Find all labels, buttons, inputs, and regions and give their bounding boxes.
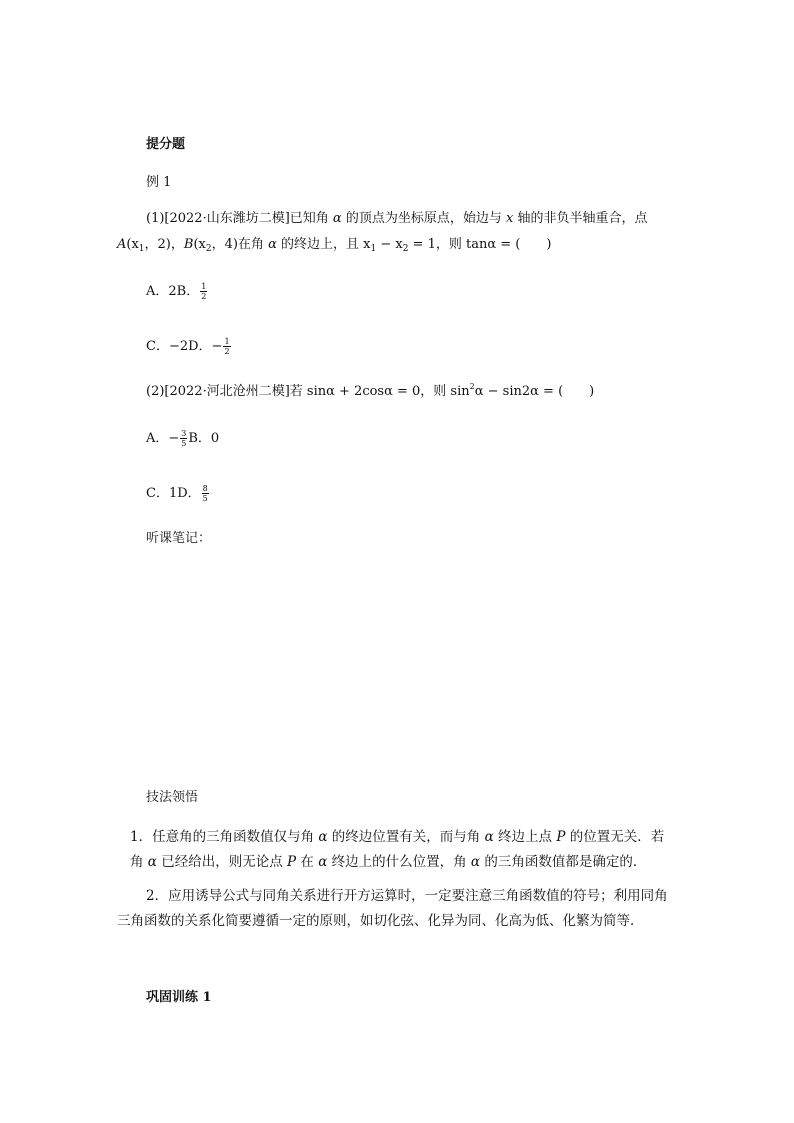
- fraction-denominator: 2: [201, 292, 207, 301]
- q1-text-3: 轴的非负半轴重合，点: [513, 211, 648, 226]
- point-p-label: P: [556, 829, 566, 845]
- tip1-text-d: 的位置无关．若: [565, 829, 665, 845]
- tip1-line1: [130, 829, 664, 845]
- q2-options-ab: [146, 429, 219, 448]
- alpha-symbol: α: [470, 854, 481, 870]
- q1-text-5: − x: [376, 237, 403, 252]
- q1-options-ab: [146, 282, 208, 301]
- fraction: [180, 429, 187, 448]
- fraction-denominator: 5: [181, 439, 187, 448]
- q1-text-2: 的顶点为坐标原点，始边与: [341, 211, 506, 226]
- q1-text-4: 的终边上，且 x: [276, 237, 371, 252]
- q1-text-6: = 1，则 tanα = ( ): [408, 237, 552, 252]
- tip1-text-c: 终边上点: [493, 829, 557, 845]
- tip2-line2: 三角函数的关系化简要遵循一定的原则，如切化弦、化异为同、化高为低、化繁为简等．: [117, 913, 644, 929]
- tip1-line2: [130, 854, 646, 870]
- q2-options-cd: [146, 484, 210, 503]
- tip1-text-a: 1．任意角的三角函数值仅与角: [130, 829, 319, 845]
- q1-text-1: (1)[2022·山东潍坊二模]已知角: [146, 211, 333, 226]
- q2-option-cd-text: C．1D．: [146, 486, 201, 501]
- alpha-symbol: α: [268, 237, 277, 252]
- superscript-2: 2: [469, 382, 475, 391]
- point-b-coord-pre: (x: [193, 237, 206, 252]
- alpha-symbol: α: [484, 829, 494, 845]
- q2-text-2: α − sin2α = ( ): [474, 384, 595, 399]
- heading-tifenti: 提分题: [146, 137, 186, 152]
- fraction: [200, 282, 207, 301]
- subscript-2: 2: [402, 244, 409, 254]
- q1-options-cd: [146, 337, 232, 356]
- tip1-text-i: 的三角函数值都是确定的．: [480, 854, 647, 870]
- point-a-coord-pre: (x: [126, 237, 139, 252]
- fraction: [223, 337, 230, 356]
- tip1-text-e: 角: [130, 854, 148, 870]
- subscript-1: 1: [370, 244, 377, 254]
- q1-option-ab-text: A．2B．: [146, 284, 200, 299]
- q1-option-cd-text: C．−2D．−: [146, 339, 223, 354]
- point-b-coord-post: ，4)在角: [211, 237, 269, 252]
- fraction: [202, 484, 209, 503]
- fraction-numerator: 1: [201, 282, 207, 291]
- alpha-symbol: α: [318, 829, 328, 845]
- q2-option-b-text: B．0: [188, 431, 220, 446]
- tip1-text-g: 在: [296, 854, 319, 870]
- q1-stem-line1: [146, 211, 647, 227]
- tip1-text-b: 的终边位置有关，而与角: [327, 829, 485, 845]
- example-label: 例 1: [146, 175, 172, 190]
- q2-stem: [146, 384, 594, 400]
- fraction-numerator: 8: [202, 484, 208, 493]
- notes-label: 听课笔记：: [146, 531, 212, 546]
- point-b-label: B: [183, 237, 194, 252]
- gonggu-heading: 巩固训练 1: [146, 990, 212, 1005]
- q2-option-a-text: A．−: [146, 431, 180, 446]
- fraction-numerator: 1: [224, 337, 230, 346]
- fraction-denominator: 5: [202, 494, 208, 503]
- subscript-1: 1: [138, 244, 145, 254]
- point-a-coord-post: ，2)，: [144, 237, 184, 252]
- subscript-2: 2: [205, 244, 212, 254]
- point-a-label: A: [117, 237, 127, 252]
- point-p-label: P: [287, 854, 297, 870]
- tip1-text-h: 终边上的什么位置，角: [327, 854, 471, 870]
- alpha-symbol: α: [318, 854, 328, 870]
- alpha-symbol: α: [332, 211, 342, 226]
- q1-stem-line2: [117, 237, 551, 253]
- tip1-text-f: 已经给出，则无论点: [156, 854, 288, 870]
- fraction-numerator: 3: [181, 429, 187, 438]
- alpha-symbol: α: [147, 854, 157, 870]
- fraction-denominator: 2: [224, 347, 230, 356]
- q2-text-1: (2)[2022·河北沧州二模]若 sinα + 2cosα = 0，则 sin: [146, 384, 470, 399]
- jifa-heading: 技法领悟: [146, 790, 199, 805]
- x-symbol: x: [505, 211, 514, 226]
- tip2-line1: 2．应用诱导公式与同角关系进行开方运算时，一定要注意三角函数值的符号；利用同角: [146, 888, 668, 904]
